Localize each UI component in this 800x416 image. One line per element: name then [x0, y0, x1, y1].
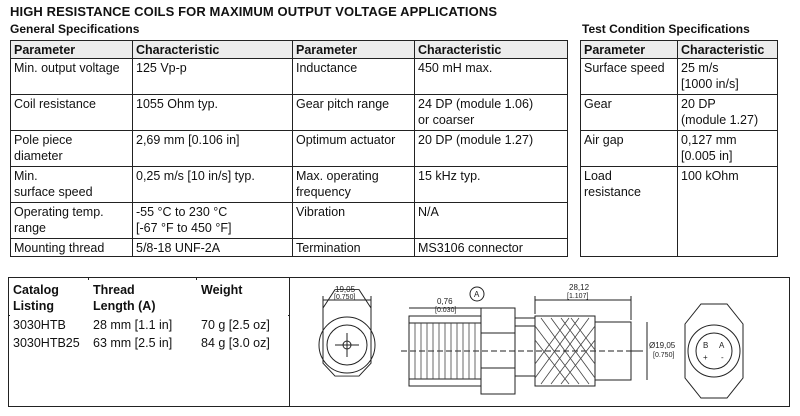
column-header: [198, 280, 288, 317]
table-row: [581, 131, 778, 167]
cell-text: Pole piece: [14, 133, 73, 147]
cell-text: surface speed: [14, 185, 93, 199]
table-cell: [415, 131, 568, 167]
table-cell: 28 mm [1.1 in]: [93, 318, 173, 332]
table-cell: [581, 59, 678, 95]
table-cell: 3030HTB25: [13, 336, 80, 350]
cell-text: Vibration: [296, 205, 346, 219]
table-row: [11, 131, 568, 167]
cell-text: 5/8-18 UNF-2A: [136, 241, 221, 255]
table-cell: [293, 59, 415, 95]
column-header: Characteristic: [133, 41, 293, 59]
table-cell: [133, 131, 293, 167]
table-cell: [133, 203, 293, 239]
cell-text: Gear: [584, 97, 612, 111]
test-spec-heading: Test Condition Specifications: [582, 22, 750, 36]
column-header: [10, 280, 90, 317]
dim-dia-in-label: [0.750]: [653, 352, 675, 359]
table-cell: [293, 167, 415, 203]
pin-plus-label: +: [703, 353, 708, 362]
table-row: [581, 95, 778, 131]
general-spec-heading: General Specifications: [10, 22, 140, 36]
table-cell: [415, 167, 568, 203]
table-cell: [415, 239, 568, 257]
connector-end-view: [685, 304, 743, 398]
dim-a-label: A: [474, 290, 480, 299]
cell-text: Mounting thread: [14, 241, 105, 255]
table-cell: [678, 95, 778, 131]
table-cell: [11, 95, 133, 131]
cell-text: resistance: [584, 185, 641, 199]
table-cell: [11, 59, 133, 95]
cell-text: 0,127 mm: [681, 133, 737, 147]
cell-text: Min.: [14, 169, 38, 183]
table-row: [11, 95, 568, 131]
pin-b-label: B: [703, 341, 709, 350]
table-cell: [581, 95, 678, 131]
column-header: Parameter: [293, 41, 415, 59]
table-cell: [678, 167, 778, 257]
cell-text: 2,69 mm [0.106 in]: [136, 133, 240, 147]
table-row: [10, 317, 288, 335]
cell-text: Catalog: [13, 283, 59, 297]
cell-text: Length (A): [93, 299, 156, 313]
test-condition-table: [580, 40, 778, 257]
pin-minus-label: -: [721, 353, 724, 362]
cell-text: 15 kHz typ.: [418, 169, 481, 183]
cell-text: Surface speed: [584, 61, 665, 75]
table-cell: [415, 59, 568, 95]
dim-len-label: 28,12: [569, 283, 590, 292]
table-cell: 70 g [2.5 oz]: [201, 318, 270, 332]
cell-text: 20 DP: [681, 97, 716, 111]
cell-text: Load: [584, 169, 612, 183]
table-row: [11, 203, 568, 239]
cell-text: Gear pitch range: [296, 97, 390, 111]
table-cell: [581, 167, 678, 257]
dim-dia-label: Ø19,05: [649, 341, 676, 350]
cell-text: Optimum actuator: [296, 133, 396, 147]
cell-text: Coil resistance: [14, 97, 96, 111]
cell-text: N/A: [418, 205, 439, 219]
table-row: [11, 239, 568, 257]
column-header: Parameter: [581, 41, 678, 59]
table-cell: [133, 95, 293, 131]
cell-text: Operating temp.: [14, 205, 104, 219]
cell-text: diameter: [14, 149, 63, 163]
cell-text: Termination: [296, 241, 361, 255]
cell-text: 100 kOhm: [681, 169, 739, 183]
dim-gap-label: 0,76: [437, 297, 453, 306]
dim-gap-in-label: [0.030]: [435, 307, 457, 314]
cell-text: Air gap: [584, 133, 624, 147]
cell-text: Max. operating: [296, 169, 379, 183]
cell-text: 25 m/s: [681, 61, 719, 75]
dim-hex-label: 19,05: [335, 285, 356, 294]
cell-text: MS3106 connector: [418, 241, 523, 255]
table-row: [11, 59, 568, 95]
cell-text: Min. output voltage: [14, 61, 120, 75]
table-cell: [293, 131, 415, 167]
cell-text: frequency: [296, 185, 351, 199]
side-view: [401, 308, 643, 394]
table-cell: [11, 167, 133, 203]
column-header: Characteristic: [678, 41, 778, 59]
page-title: HIGH RESISTANCE COILS FOR MAXIMUM OUTPUT VOLTAGE APPLICATIONS: [10, 4, 498, 19]
cell-text: range: [14, 221, 46, 235]
table-cell: 84 g [3.0 oz]: [201, 336, 270, 350]
table-row: [10, 335, 288, 351]
column-header: [90, 280, 198, 317]
table-cell: [678, 59, 778, 95]
table-row: [581, 167, 778, 257]
cell-text: -55 °C to 230 °C: [136, 205, 228, 219]
table-cell: [133, 167, 293, 203]
cell-text: or coarser: [418, 113, 475, 127]
cell-text: 1055 Ohm typ.: [136, 97, 218, 111]
table-cell: [293, 95, 415, 131]
cell-text: [1000 in/s]: [681, 77, 739, 91]
pin-a-label: A: [719, 341, 725, 350]
cell-text: 125 Vp-p: [136, 61, 187, 75]
dim-len-in-label: [1.107]: [567, 293, 589, 300]
cell-text: Inductance: [296, 61, 358, 75]
front-end-view: [319, 290, 375, 376]
table-cell: [293, 203, 415, 239]
dim-hex-in-label: [0.750]: [334, 294, 356, 301]
cell-text: 24 DP (module 1.06): [418, 97, 534, 111]
table-cell: [133, 59, 293, 95]
column-header: Parameter: [11, 41, 133, 59]
cell-text: (module 1.27): [681, 113, 759, 127]
table-row: [581, 59, 778, 95]
table-cell: [581, 131, 678, 167]
table-cell: [678, 131, 778, 167]
table-cell: [415, 203, 568, 239]
table-cell: [11, 131, 133, 167]
column-header: Characteristic: [415, 41, 568, 59]
cell-text: [-67 °F to 450 °F]: [136, 221, 232, 235]
cell-text: 0,25 m/s [10 in/s] typ.: [136, 169, 255, 183]
table-cell: [11, 239, 133, 257]
table-cell: 3030HTB: [13, 318, 66, 332]
cell-text: [0.005 in]: [681, 149, 733, 163]
cell-text: 450 mH max.: [418, 61, 493, 75]
table-row: [11, 167, 568, 203]
table-cell: [11, 203, 133, 239]
cell-text: Thread: [93, 283, 135, 297]
cell-text: Weight: [201, 283, 243, 297]
cell-text: 20 DP (module 1.27): [418, 133, 534, 147]
catalog-table: [10, 280, 288, 351]
table-cell: [415, 95, 568, 131]
table-cell: 63 mm [2.5 in]: [93, 336, 173, 350]
table-cell: [293, 239, 415, 257]
table-cell: [133, 239, 293, 257]
cell-text: Listing: [13, 299, 54, 313]
general-spec-table: [10, 40, 568, 257]
sensor-dimension-drawing: [291, 278, 789, 406]
